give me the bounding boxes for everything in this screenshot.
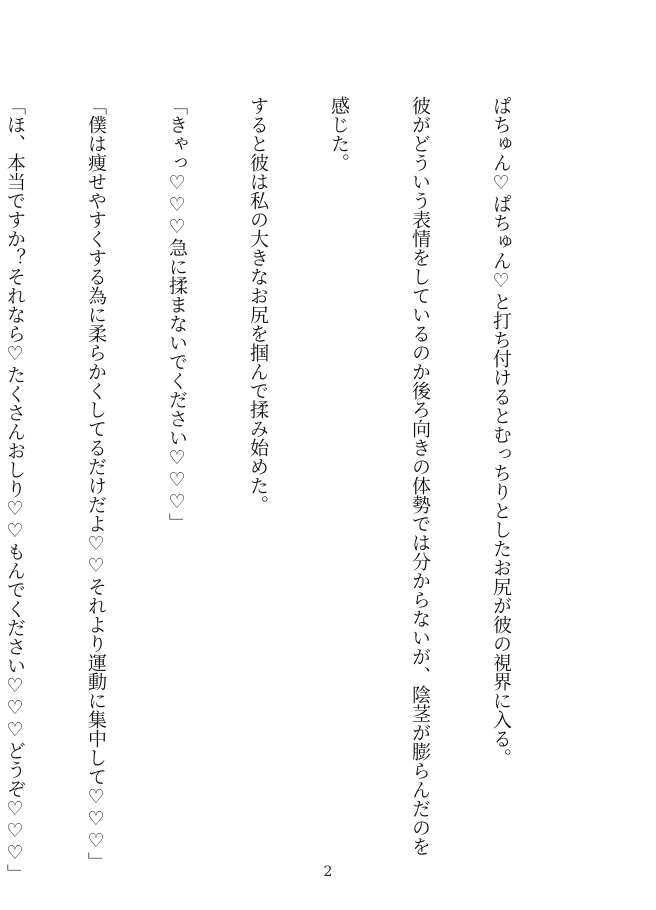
vertical-text-body (0, 96, 568, 883)
page-number: 2 (323, 864, 333, 880)
text-line: すると彼は私の大きなお尻を掴んで揉み始めた。 (247, 96, 269, 514)
text-line: 「僕は痩せやすくする為に柔らかくしてるだけだよ♡♡それより運動に集中して♡♡♡」 (85, 96, 107, 871)
text-line: 「ほ、本当ですか？それなら♡たくさんおしり♡♡もんでください♡♡♡どうぞ♡♡♡」 (4, 96, 26, 883)
text-line: ぱちゅん♡ぱちゅん♡と打ち付けるとむっちりとしたお尻が彼の視界に入る。 (490, 96, 512, 767)
text-line: 感じた。 (328, 96, 350, 172)
text-line: 彼がどういう表情をしているのか後ろ向きの体勢では分からないが、陰茎が膨らんだのを (409, 96, 431, 856)
text-line: 「きゃっ♡♡♡急に揉まないでください♡♡♡」 (166, 96, 188, 532)
